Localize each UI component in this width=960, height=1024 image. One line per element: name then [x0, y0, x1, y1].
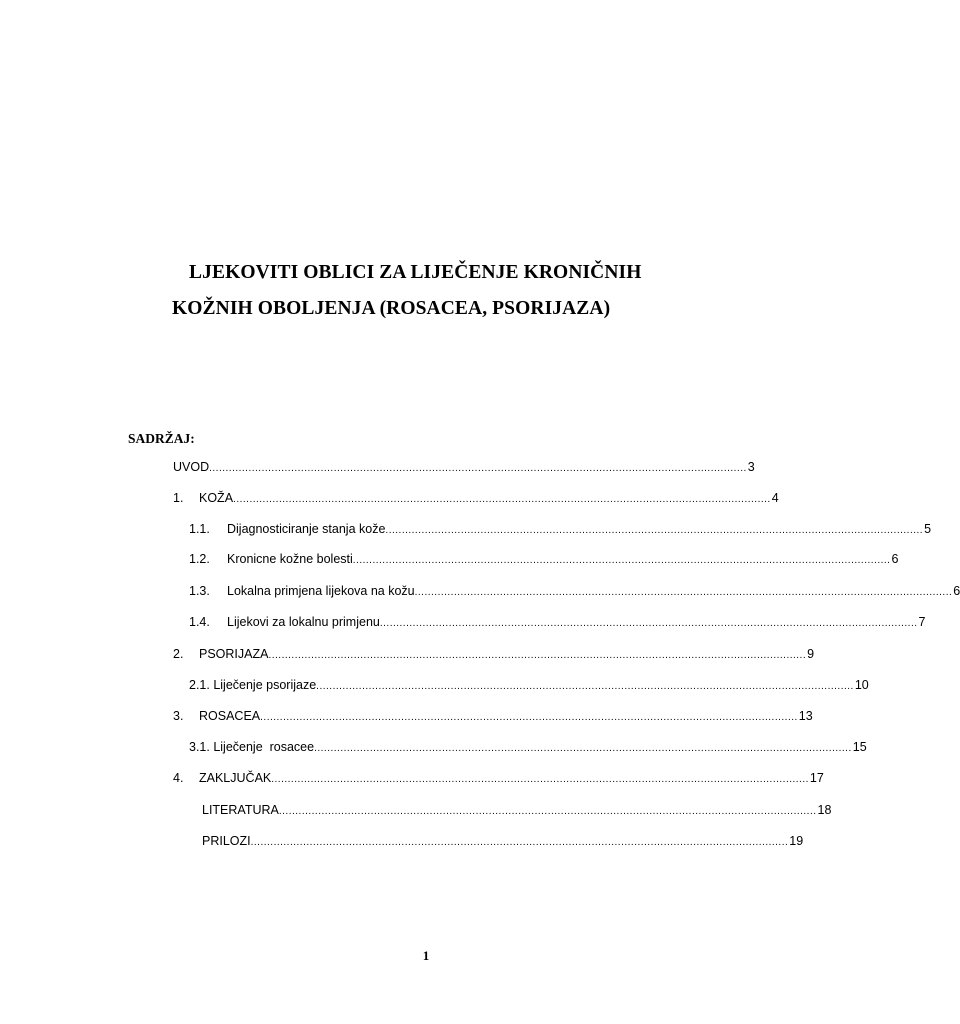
toc-entry-page: 7	[918, 615, 926, 629]
toc-entry-number: 3.	[173, 709, 184, 723]
toc-entry-number: 1.1.	[189, 522, 210, 536]
toc-entry-label: PSORIJAZA	[199, 647, 269, 661]
toc-entry-number: 1.2.	[189, 552, 210, 566]
toc-entry-label: Dijagnosticiranje stanja kože	[227, 522, 386, 536]
toc-leader-dots: ....................................................................................................................................................................	[271, 774, 809, 785]
toc-leader-dots: ....................................................................................................................................................................	[379, 618, 918, 629]
toc-entry-label: Lijekovi za lokalnu primjenu	[227, 615, 380, 629]
toc-leader-dots: ....................................................................................................................................................................	[268, 650, 807, 661]
toc-entry-koza[interactable]	[173, 490, 779, 506]
toc-entry-1-3[interactable]	[189, 583, 960, 599]
toc-leader-dots: ....................................................................................................................................................................	[209, 463, 747, 474]
toc-entry-page: 5	[924, 522, 932, 536]
document-title-line-2: KOŽNIH OBOLJENJA (ROSACEA, PSORIJAZA)	[172, 298, 611, 319]
toc-entry-rosacea[interactable]	[173, 708, 813, 724]
toc-leader-dots: ....................................................................................................................................................................	[278, 806, 817, 817]
document-title-line-1: LJEKOVITI OBLICI ZA LIJEČENJE KRONIČNIH	[189, 262, 642, 283]
toc-entry-prilozi[interactable]	[202, 833, 804, 849]
toc-entry-label: PRILOZI	[202, 834, 251, 848]
toc-entry-number: 2.	[173, 647, 184, 661]
toc-entry-label: Kronicne kožne bolesti	[227, 552, 353, 566]
toc-entry-2-1[interactable]	[189, 677, 869, 693]
toc-entry-page: 17	[809, 771, 824, 785]
toc-leader-dots: ....................................................................................................................................................................	[250, 837, 789, 848]
toc-leader-dots: ....................................................................................................................................................................	[414, 587, 953, 598]
toc-leader-dots: ....................................................................................................................................................................	[385, 525, 924, 536]
toc-entry-1-2[interactable]	[189, 551, 899, 567]
toc-leader-dots: ....................................................................................................................................................................	[233, 494, 771, 505]
toc-entry-1-4[interactable]	[189, 614, 926, 630]
toc-entry-number: 1.3.	[189, 584, 210, 598]
toc-entry-number: 1.	[173, 491, 184, 505]
toc-entry-label: 3.1. Liječenje rosacee	[189, 740, 315, 754]
toc-entry-label: ROSACEA	[199, 709, 261, 723]
toc-leader-dots: ....................................................................................................................................................................	[314, 743, 852, 754]
toc-entry-label: KOŽA	[199, 491, 234, 505]
toc-entry-label: LITERATURA	[202, 803, 279, 817]
toc-entry-psorijaza[interactable]	[173, 646, 815, 662]
toc-entry-3-1[interactable]	[189, 739, 867, 755]
toc-entry-page: 3	[747, 460, 755, 474]
toc-entry-label: ZAKLJUČAK	[199, 771, 272, 785]
toc-entry-page: 6	[953, 584, 960, 598]
toc-entry-label: UVOD	[173, 460, 210, 474]
toc-leader-dots: ....................................................................................................................................................................	[260, 712, 798, 723]
toc-entry-page: 15	[852, 740, 867, 754]
toc-heading: SADRŽAJ:	[128, 431, 195, 446]
toc-leader-dots: ....................................................................................................................................................................	[352, 555, 891, 566]
toc-leader-dots: ....................................................................................................................................................................	[316, 681, 854, 692]
toc-entry-uvod[interactable]	[173, 459, 755, 475]
toc-entry-number: 4.	[173, 771, 184, 785]
toc-entry-zakljucak[interactable]	[173, 770, 824, 786]
toc-entry-page: 19	[789, 834, 804, 848]
toc-entry-label: Lokalna primjena lijekova na kožu	[227, 584, 415, 598]
toc-entry-1-1[interactable]	[189, 521, 932, 537]
toc-entry-page: 6	[891, 552, 899, 566]
toc-entry-page: 10	[854, 678, 869, 692]
toc-entry-page: 4	[771, 491, 779, 505]
toc-entry-page: 13	[798, 709, 813, 723]
toc-entry-page: 18	[817, 803, 832, 817]
toc-entry-page: 9	[807, 647, 815, 661]
toc-entry-number: 1.4.	[189, 615, 210, 629]
page-number: 1	[422, 948, 430, 963]
toc-entry-literatura[interactable]	[202, 802, 832, 818]
toc-entry-label: 2.1. Liječenje psorijaze	[189, 678, 317, 692]
